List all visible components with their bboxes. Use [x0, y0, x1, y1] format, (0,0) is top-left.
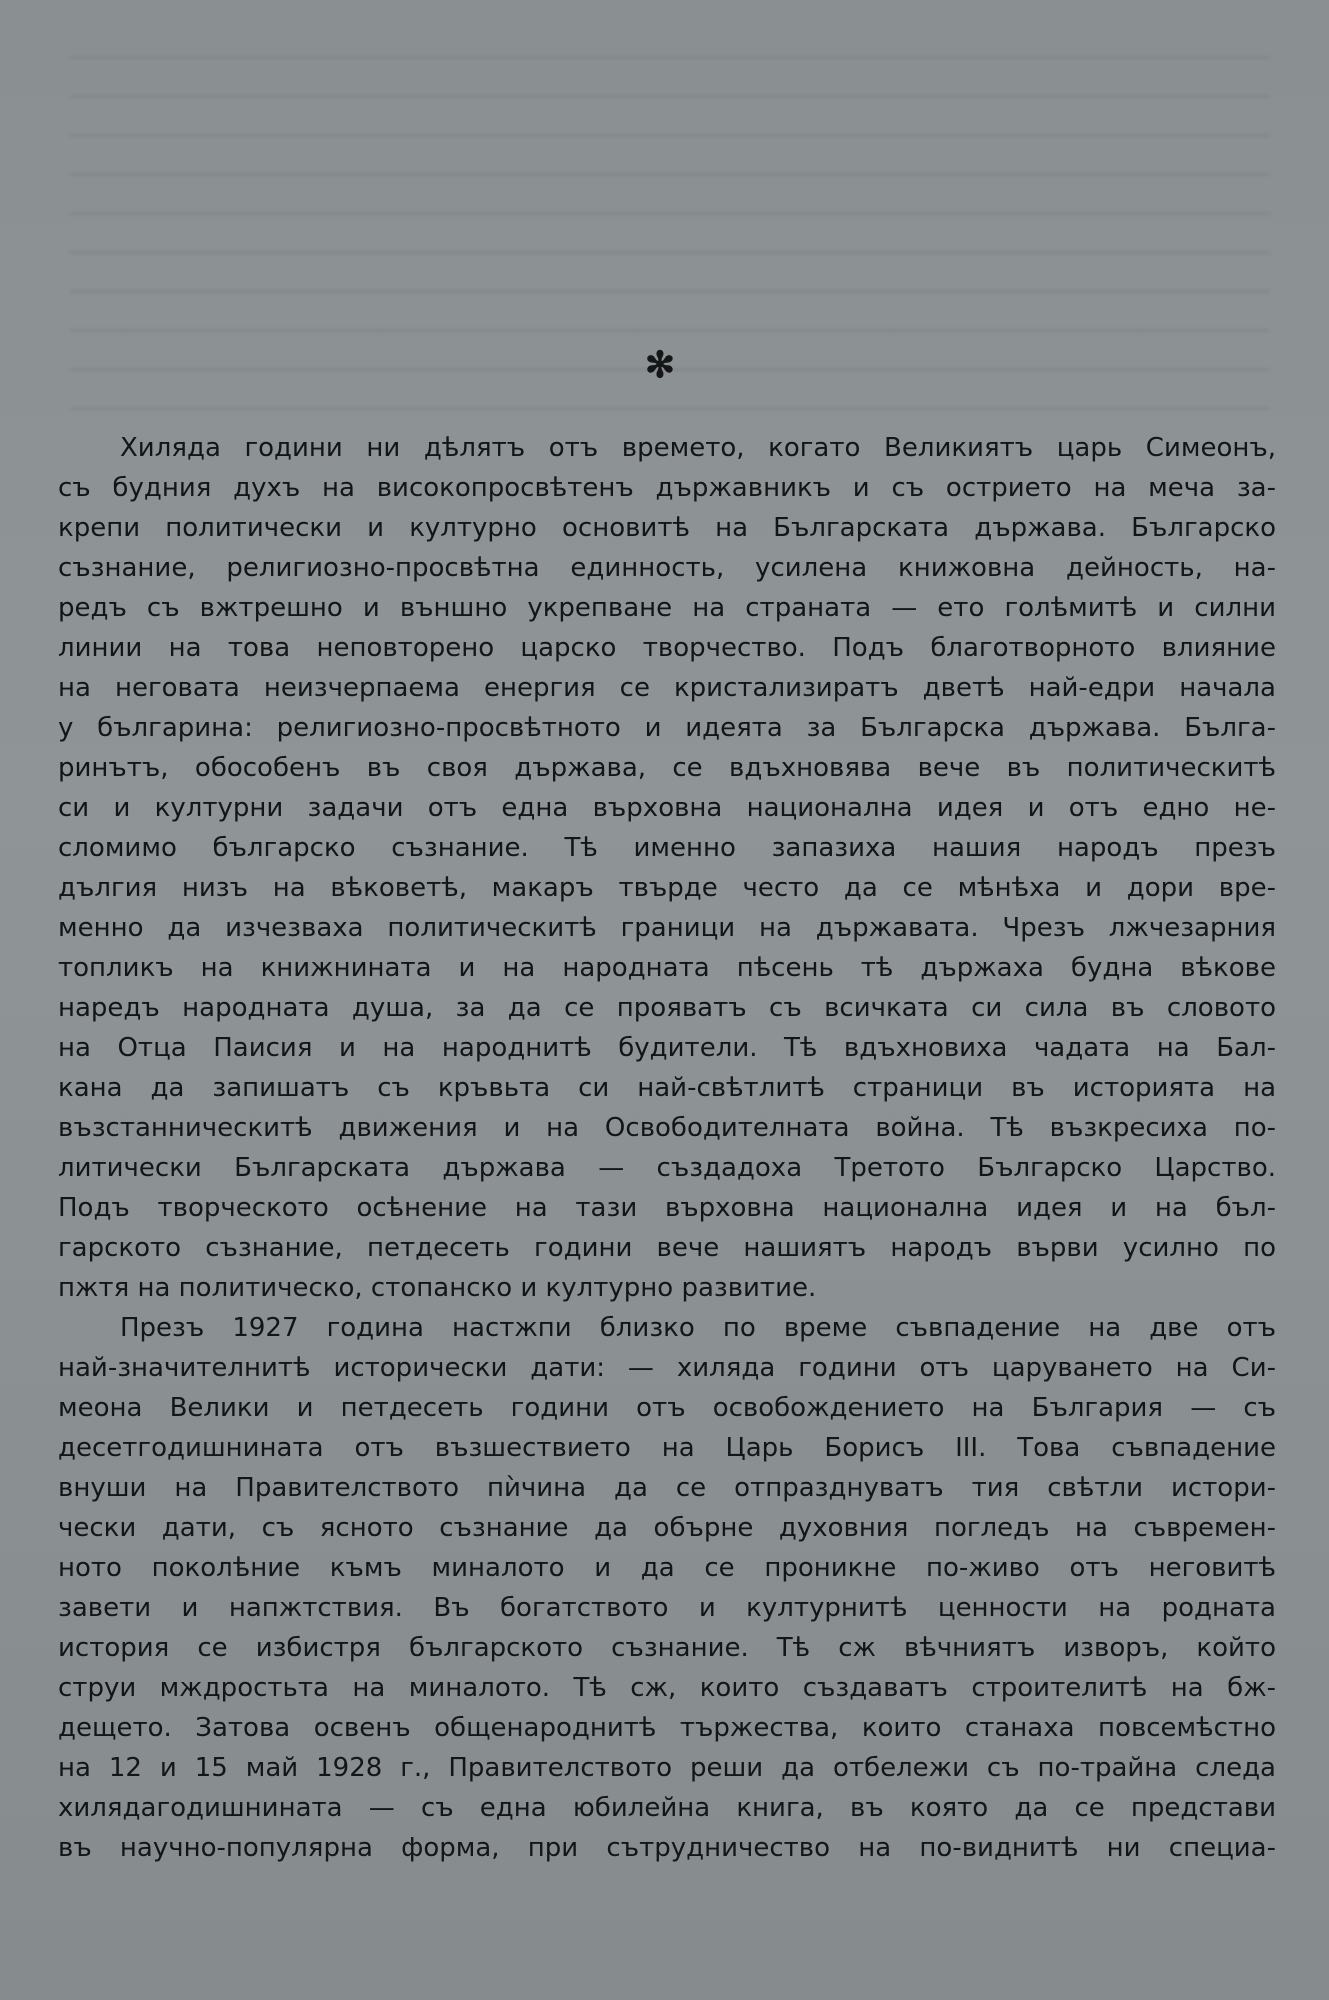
text-line: на неговата неизчерпаема енергия се кристализиратъ двeтѣ най-едри начала: [58, 673, 1276, 703]
text-line: топликъ на книжнината и на народната пѣсень тѣ държаха будна вѣкове: [58, 953, 1276, 983]
text-line: Хиляда години ни дѣлятъ отъ времето, когато Великиятъ царь Симеонъ,: [120, 433, 1276, 463]
text-line: възстанническитѣ движения и на Освободителната война. Тѣ възкресиха по-: [58, 1113, 1276, 1143]
text-line: наредъ народната душа, за да се прояватъ съ всичката си сила въ словото: [58, 993, 1276, 1023]
text-line: съ будния духъ на високопросвѣтенъ държавникъ и съ острието на меча за-: [58, 473, 1276, 503]
text-line: менно да изчезваха политическитѣ граници на държавата. Чрезъ лжчезарния: [58, 913, 1276, 943]
text-line: завети и напжтствия. Въ богатството и културнитѣ ценности на родната: [58, 1593, 1276, 1623]
body-text: [58, 428, 1276, 1868]
text-line: меона Велики и петдесеть години отъ освобождението на България — съ: [58, 1393, 1276, 1423]
text-line: дългия низъ на вѣковетѣ, макаръ твърде често да се мѣнѣха и дори вре-: [58, 873, 1276, 903]
text-line: хилядагодишнината — съ една юбилейна книга, въ която да се представи: [58, 1793, 1276, 1823]
text-line: кана да запишатъ съ кръвьта си най-свѣтлитѣ страници въ историята на: [58, 1073, 1276, 1103]
text-line: на 12 и 15 май 1928 г., Правителството реши да отбележи съ по-трайна следа: [58, 1753, 1276, 1783]
text-line: гарското съзнание, петдесеть години вече нашиятъ народъ върви усилно по: [58, 1233, 1276, 1263]
text-line: история се избистря българското съзнание. Тѣ сж вѣчниятъ изворъ, който: [58, 1633, 1276, 1663]
text-line: у българина: религиозно-просвѣтното и идеята за Българска държава. Бълга-: [58, 713, 1276, 743]
text-line: линии на това неповторено царско творчество. Подъ благотворното влияние: [58, 633, 1276, 663]
text-line: чески дати, съ ясното съзнание да обърне духовния погледъ на съвремен-: [58, 1513, 1276, 1543]
text-line: редъ съ вжтрешно и външно укрепване на страната — ето голѣмитѣ и силни: [58, 593, 1276, 623]
text-line: ното поколѣние къмъ миналото и да се проникне по-живо отъ неговитѣ: [58, 1553, 1276, 1583]
text-line: Презъ 1927 година настжпи близко по време съвпадение на две отъ: [120, 1313, 1276, 1343]
asterism-ornament: ✻: [644, 344, 676, 386]
paragraph-1: [58, 428, 1276, 1308]
text-line: десетгодишнината отъ възшествието на Царь Борисъ III. Това съвпадение: [58, 1433, 1276, 1463]
text-line: си и културни задачи отъ една върховна национална идея и отъ едно не-: [58, 793, 1276, 823]
text-line: пжтя на политическо, стопанско и културно развитие.: [58, 1273, 817, 1303]
text-line: сломимо българско съзнание. Тѣ именно запазиха нашия народъ презъ: [58, 833, 1276, 863]
text-line: на Отца Паисия и на народнитѣ будители. Тѣ вдъхновиха чадата на Бал-: [58, 1033, 1276, 1063]
paragraph-2: [58, 1308, 1276, 1868]
text-line: литически Българската държава — създадоха Третото Българско Царство.: [58, 1153, 1276, 1183]
text-line: струи мждростьта на миналото. Тѣ сж, които създаватъ строителитѣ на бж-: [58, 1673, 1276, 1703]
text-line: въ научно-популярна форма, при сътрудничество на по-виднитѣ ни специа-: [58, 1833, 1276, 1863]
text-line: внуши на Правителството пѝчина да се отпразднуватъ тия свѣтли истори-: [58, 1473, 1276, 1503]
text-line: ринътъ, обособенъ въ своя държава, се вдъхновява вече въ политическитѣ: [58, 753, 1276, 783]
text-line: съзнание, религиозно-просвѣтна единность, усилена книжовна дейность, на-: [58, 553, 1276, 583]
text-line: Подъ творческото осѣнение на тази върховна национална идея и на бъл-: [58, 1193, 1276, 1223]
text-line: дещето. Затова освенъ общенароднитѣ тържества, които станаха повсемѣстно: [58, 1713, 1276, 1743]
text-line: най-значителнитѣ исторически дати: — хиляда години отъ царуването на Си-: [58, 1353, 1276, 1383]
text-line: крепи политически и културно основитѣ на Българската държава. Българско: [58, 513, 1276, 543]
